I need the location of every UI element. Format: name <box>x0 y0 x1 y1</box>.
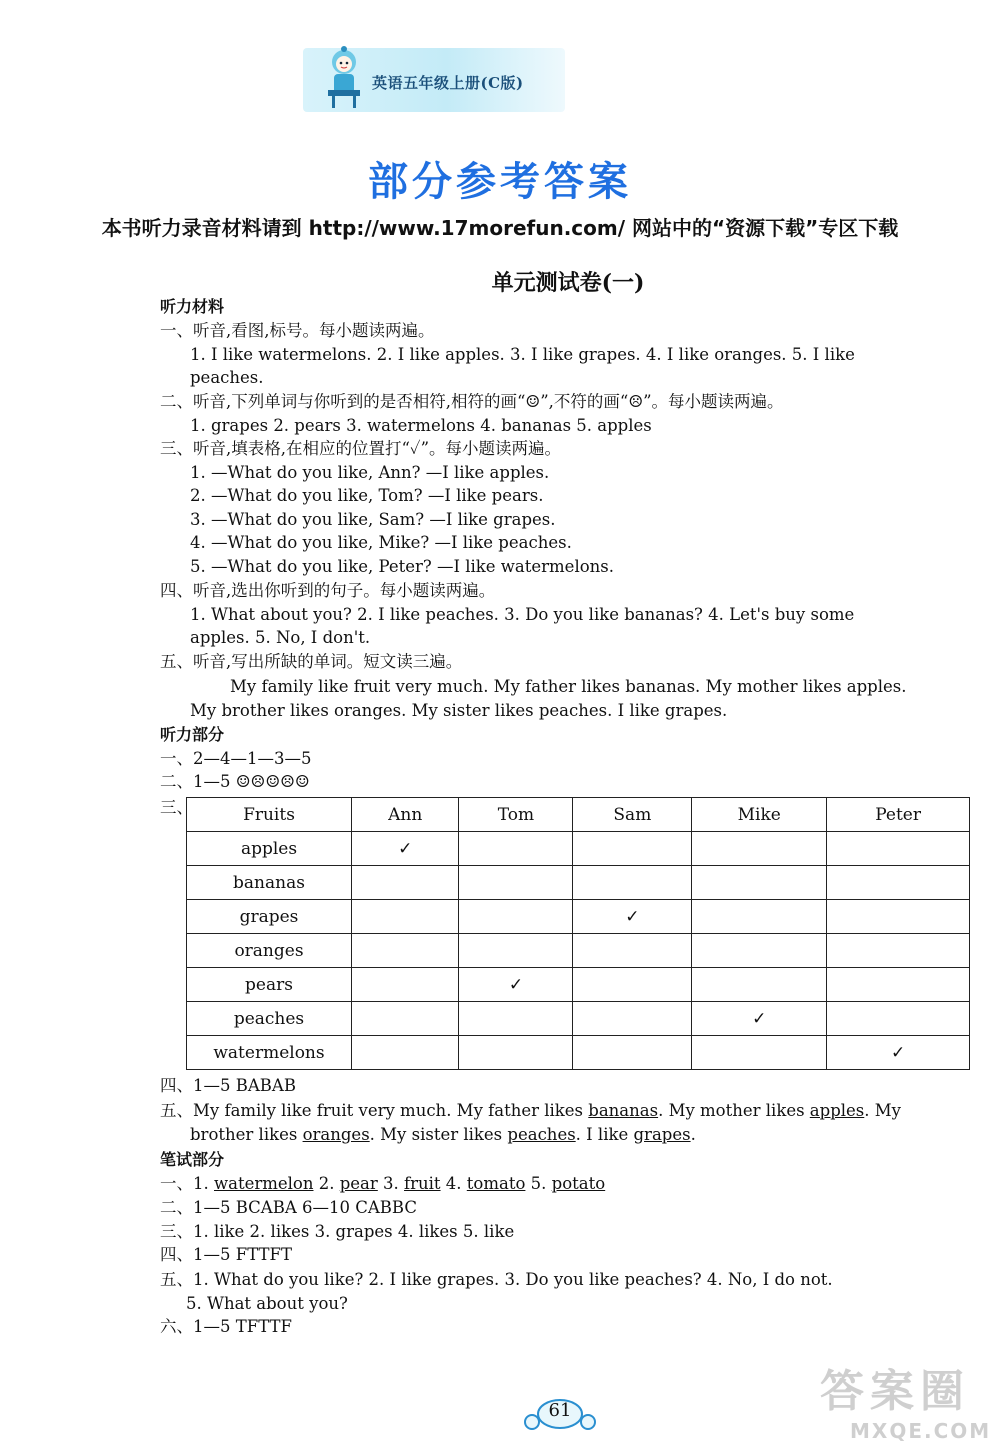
lm-line: 1. grapes 2. pears 3. watermelons 4. bananas 5. apples <box>190 416 652 435</box>
watermark <box>820 1355 992 1443</box>
check-cell <box>692 900 827 934</box>
check-cell <box>352 1002 459 1036</box>
check-cell <box>827 934 970 968</box>
section-title: 单元测试卷(一) <box>491 270 645 296</box>
answer-line: 一、2—4—1—3—5 <box>160 749 312 768</box>
text-segment: . My sister likes <box>369 1125 508 1144</box>
page-number: 61 <box>548 1400 572 1421</box>
fruit-cell: apples <box>187 832 352 866</box>
listening-material-heading: 听力材料 <box>160 297 225 316</box>
table-row <box>187 968 970 1002</box>
table-row <box>187 900 970 934</box>
check-cell <box>692 934 827 968</box>
answer-line: 六、1—5 TFTTF <box>160 1317 292 1336</box>
lm-line: My brother likes oranges. My sister likes peaches. I like grapes. <box>190 701 728 720</box>
table-header-row <box>187 798 970 832</box>
answer-line: 三、1. like 2. likes 3. grapes 4. likes 5. like <box>160 1222 515 1241</box>
text-segment: . <box>690 1125 696 1144</box>
watermark-text: 答案圈 <box>820 1366 970 1417</box>
check-cell <box>352 968 459 1002</box>
text-segment: . I like <box>575 1125 634 1144</box>
text-segment: . My mother likes <box>658 1101 810 1120</box>
fruit-cell: peaches <box>187 1002 352 1036</box>
check-cell <box>459 832 573 866</box>
page-title: 部分参考答案 <box>368 159 632 205</box>
table-row <box>187 866 970 900</box>
table-header-cell: Peter <box>827 798 970 832</box>
lm-line: My family like fruit very much. My father likes bananas. My mother likes apples. <box>230 677 907 696</box>
answer-word: peaches <box>507 1125 576 1144</box>
check-cell <box>827 832 970 866</box>
answer-word: apples <box>809 1101 865 1120</box>
answer-line <box>160 1173 605 1195</box>
check-cell: ✓ <box>352 832 459 866</box>
fruit-cell: grapes <box>187 900 352 934</box>
answer-word: fruit <box>404 1174 441 1193</box>
lm-line: 4. —What do you like, Mike? —I like peaches. <box>190 533 572 552</box>
check-cell <box>352 900 459 934</box>
table-header-cell: Fruits <box>187 798 352 832</box>
check-cell <box>459 1002 573 1036</box>
table-row <box>187 1002 970 1036</box>
answer-word: pear <box>339 1174 378 1193</box>
answer-word: oranges <box>302 1125 370 1144</box>
answer-word: grapes <box>633 1125 691 1144</box>
lm-line: 五、听音,写出所缺的单词。短文读三遍。 <box>160 652 463 671</box>
answer-line: 五、1. What do you like? 2. I like grapes. 3. Do you like peaches? 4. No, I do not. <box>160 1270 833 1289</box>
table-header-cell: Ann <box>352 798 459 832</box>
fruit-cell: pears <box>187 968 352 1002</box>
fruit-table <box>186 797 970 1070</box>
lm-line: 1. —What do you like, Ann? —I like apples. <box>190 463 550 482</box>
text-segment: 2. <box>313 1174 340 1193</box>
check-cell <box>692 866 827 900</box>
check-cell <box>459 866 573 900</box>
watermark-url: MXQE.COM <box>850 1419 992 1443</box>
table-row <box>187 934 970 968</box>
lm-line: peaches. <box>190 368 264 387</box>
lm-line: 三、听音,填表格,在相应的位置打“✓”。每小题读两遍。 <box>160 439 562 458</box>
text-segment: My family like fruit very much. My father likes <box>193 1101 589 1120</box>
table-row <box>187 1036 970 1070</box>
listening-part-heading: 听力部分 <box>160 725 225 744</box>
lm-line: 二、听音,下列单词与你听到的是否相符,相符的画“☺”,不符的画“☹”。每小题读两遍。 <box>160 392 784 411</box>
lm-line: 5. —What do you like, Peter? —I like watermelons. <box>190 557 614 576</box>
text-segment: 4. <box>440 1174 467 1193</box>
check-cell <box>692 1036 827 1070</box>
table-header-cell: Tom <box>459 798 573 832</box>
lm-line: apples. 5. No, I don't. <box>190 628 371 647</box>
answer-word: watermelon <box>214 1174 314 1193</box>
check-cell <box>692 968 827 1002</box>
answer-word: bananas <box>588 1101 659 1120</box>
check-cell <box>352 1036 459 1070</box>
fruit-cell: watermelons <box>187 1036 352 1070</box>
answer-prefix: 五、 <box>160 1101 193 1120</box>
check-cell <box>827 900 970 934</box>
lm-line: 3. —What do you like, Sam? —I like grapes. <box>190 510 556 529</box>
check-cell <box>573 934 692 968</box>
lm-line: 1. I like watermelons. 2. I like apples. 3. I like grapes. 4. I like oranges. 5. I like <box>190 345 855 364</box>
check-cell <box>827 1002 970 1036</box>
answer-line: 四、1—5 BABAB <box>160 1076 296 1095</box>
answer-line: 二、1—5 BCABA 6—10 CABBC <box>160 1198 417 1217</box>
check-cell: ✓ <box>692 1002 827 1036</box>
lm-line: 四、听音,选出你听到的句子。每小题读两遍。 <box>160 581 496 600</box>
check-cell: ✓ <box>827 1036 970 1070</box>
answer-word: potato <box>551 1174 606 1193</box>
table-header-cell: Sam <box>573 798 692 832</box>
check-cell <box>827 866 970 900</box>
check-cell <box>573 1002 692 1036</box>
text-segment: 5. <box>525 1174 552 1193</box>
answer-line: 四、1—5 FTTFT <box>160 1245 292 1264</box>
text-segment: brother likes <box>190 1125 303 1144</box>
fruit-cell: oranges <box>187 934 352 968</box>
fruit-cell: bananas <box>187 866 352 900</box>
answer-line <box>190 1124 696 1146</box>
check-cell <box>459 1036 573 1070</box>
check-cell <box>573 866 692 900</box>
answer-label: 三、 <box>160 798 193 817</box>
text-segment: 3. <box>377 1174 405 1193</box>
check-cell: ✓ <box>459 968 573 1002</box>
text-segment: 一、1. <box>160 1174 214 1193</box>
check-cell <box>827 968 970 1002</box>
text-segment: . My <box>864 1101 901 1120</box>
girl-mascot-icon <box>318 46 370 110</box>
check-cell <box>459 934 573 968</box>
check-cell <box>692 832 827 866</box>
book-title: 英语五年级上册(C版) <box>372 74 524 92</box>
table-row <box>187 832 970 866</box>
answer-line <box>160 1100 901 1122</box>
table-header-cell: Mike <box>692 798 827 832</box>
answer-line: 5. What about you? <box>186 1294 348 1313</box>
check-cell: ✓ <box>573 900 692 934</box>
check-cell <box>573 968 692 1002</box>
lm-line: 1. What about you? 2. I like peaches. 3. Do you like bananas? 4. Let's buy some <box>190 605 855 624</box>
check-cell <box>352 934 459 968</box>
answer-line: 二、1—5 ☺☹☺☹☺ <box>160 772 310 791</box>
check-cell <box>573 1036 692 1070</box>
written-part-heading: 笔试部分 <box>160 1150 225 1169</box>
lm-line: 2. —What do you like, Tom? —I like pears. <box>190 486 544 505</box>
answer-word: tomato <box>466 1174 526 1193</box>
check-cell <box>459 900 573 934</box>
check-cell <box>573 832 692 866</box>
check-cell <box>352 866 459 900</box>
download-notice: 本书听力录音材料请到 http://www.17morefun.com/ 网站中的“资源下载”专区下载 <box>101 216 899 240</box>
lm-line: 一、听音,看图,标号。每小题读两遍。 <box>160 321 435 340</box>
